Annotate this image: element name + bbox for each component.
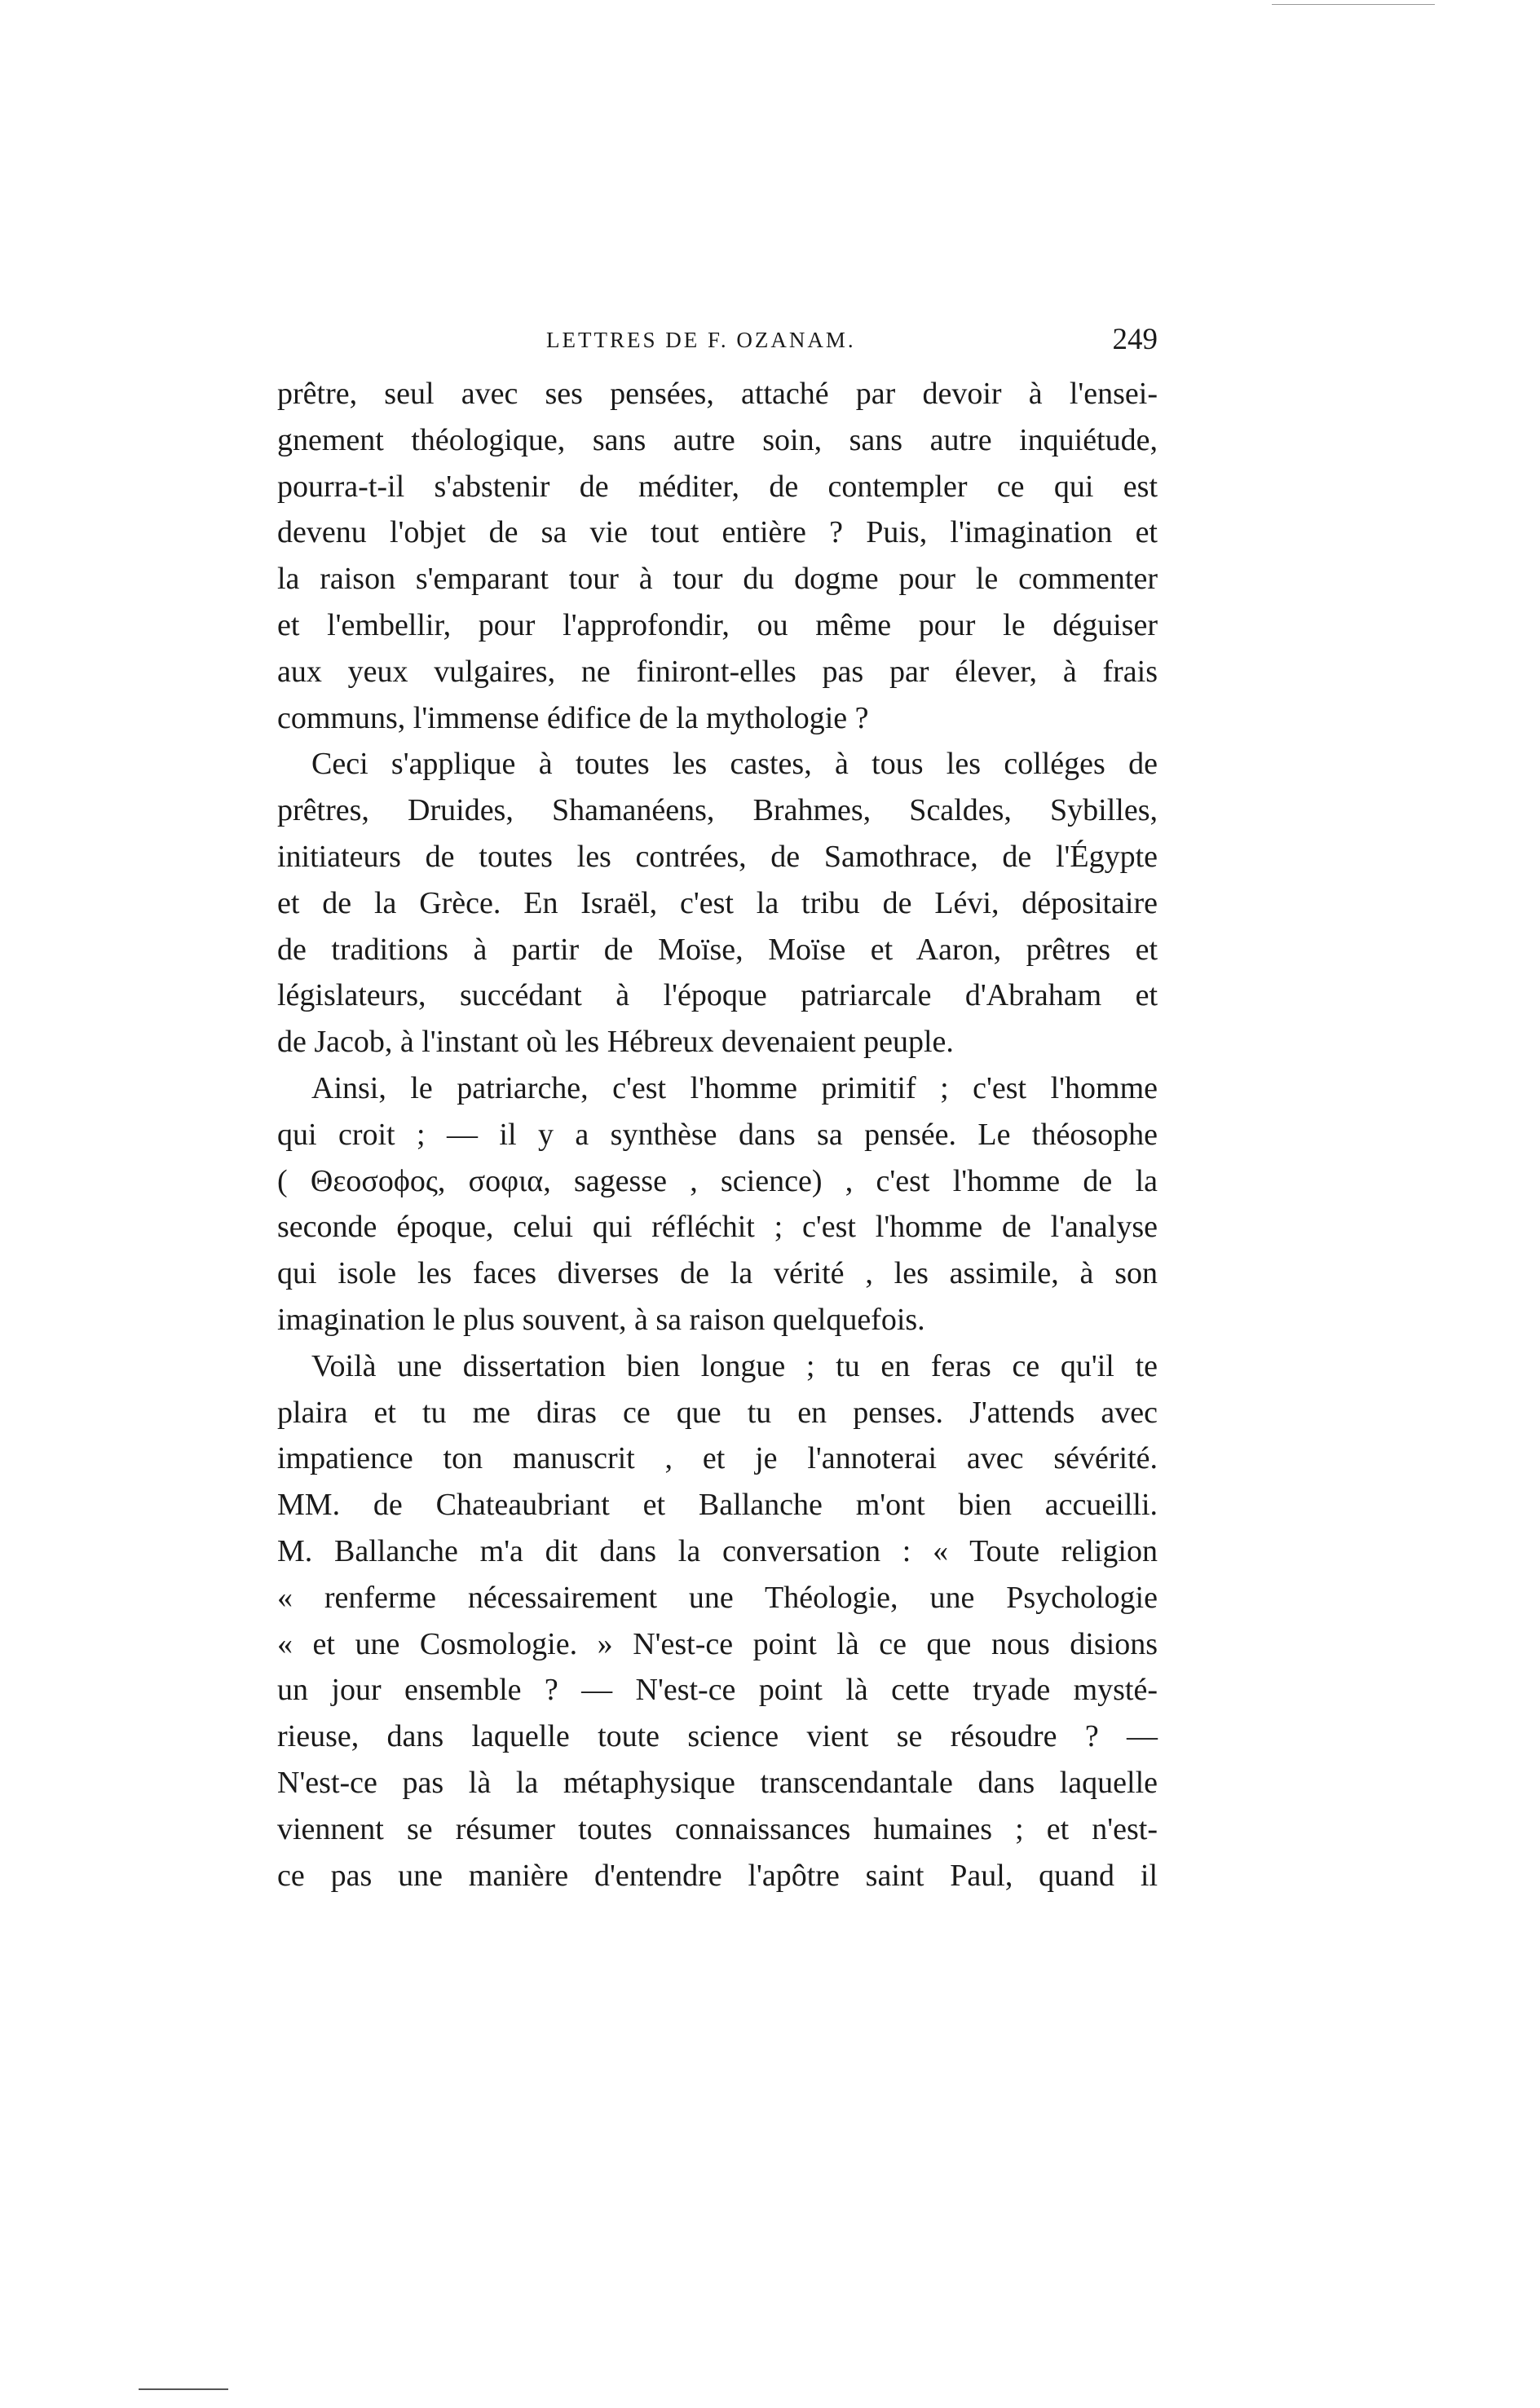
text-line: MM. de Chateaubriant et Ballanche m'ont bien accueilli. bbox=[277, 1488, 1158, 1523]
text-line: « et une Cosmologie. » N'est-ce point là ce que nous disions bbox=[277, 1626, 1158, 1661]
text-line: initiateurs de toutes les contrées, de Samothrace, de l'Égypte bbox=[277, 839, 1158, 874]
text-line: devenu l'objet de sa vie tout entière ? Puis, l'imagination et bbox=[277, 515, 1158, 550]
text-line: Voilà une dissertation bien longue ; tu en feras ce qu'il te bbox=[311, 1348, 1158, 1383]
paragraph bbox=[277, 1065, 1158, 1343]
text-line: un jour ensemble ? — N'est-ce point là cette tryade mysté- bbox=[277, 1673, 1158, 1708]
running-head bbox=[277, 320, 1158, 360]
text-line: Ceci s'applique à toutes les castes, à tous les colléges de bbox=[311, 747, 1158, 782]
text-line: impatience ton manuscrit , et je l'annoterai avec sévérité. bbox=[277, 1441, 1158, 1476]
text-line: ( Θεοσοϕος, σοφια, sagesse , science) , c'est l'homme de la bbox=[277, 1163, 1158, 1198]
paragraph bbox=[277, 371, 1158, 741]
text-line: plaira et tu me diras ce que tu en penses. J'attends avec bbox=[277, 1395, 1158, 1430]
paragraph bbox=[277, 1343, 1158, 1899]
running-title: LETTRES DE F. OZANAM. bbox=[546, 328, 856, 352]
text-line: prêtres, Druides, Shamanéens, Brahmes, Scaldes, Sybilles, bbox=[277, 793, 1158, 828]
bottom-edge-mark bbox=[139, 2388, 228, 2390]
body-text bbox=[277, 371, 1158, 1899]
text-line: « renferme nécessairement une Théologie, une Psychologie bbox=[277, 1580, 1158, 1615]
page-number: 249 bbox=[1112, 323, 1158, 356]
text-line: Ainsi, le patriarche, c'est l'homme primitif ; c'est l'homme bbox=[311, 1070, 1158, 1105]
text-line: N'est-ce pas là la métaphysique transcendantale dans laquelle bbox=[277, 1765, 1158, 1800]
text-line: ce pas une manière d'entendre l'apôtre saint Paul, quand il bbox=[277, 1858, 1158, 1893]
text-line: et de la Grèce. En Israël, c'est la tribu de Lévi, dépositaire bbox=[277, 885, 1158, 920]
text-line: pourra-t-il s'abstenir de méditer, de contempler ce qui est bbox=[277, 469, 1158, 504]
text-line: législateurs, succédant à l'époque patriarcale d'Abraham et bbox=[277, 978, 1158, 1013]
text-line: qui croit ; — il y a synthèse dans sa pensée. Le théosophe bbox=[277, 1117, 1158, 1152]
text-line: de Jacob, à l'instant où les Hébreux devenaient peuple. bbox=[277, 1025, 954, 1060]
paragraph bbox=[277, 741, 1158, 1065]
text-line: communs, l'immense édifice de la mythologie ? bbox=[277, 700, 869, 735]
text-line: prêtre, seul avec ses pensées, attaché par devoir à l'ensei- bbox=[277, 377, 1158, 411]
top-edge-mark bbox=[1272, 4, 1435, 5]
text-line: seconde époque, celui qui réfléchit ; c'est l'homme de l'analyse bbox=[277, 1210, 1158, 1245]
text-line: aux yeux vulgaires, ne finiront-elles pas par élever, à frais bbox=[277, 654, 1158, 689]
text-line: et l'embellir, pour l'approfondir, ou même pour le déguiser bbox=[277, 607, 1158, 642]
text-line: la raison s'emparant tour à tour du dogme pour le commenter bbox=[277, 562, 1158, 597]
text-line: gnement théologique, sans autre soin, sans autre inquiétude, bbox=[277, 422, 1158, 457]
text-line: imagination le plus souvent, à sa raison quelquefois. bbox=[277, 1302, 925, 1337]
text-line: viennent se résumer toutes connaissances humaines ; et n'est- bbox=[277, 1811, 1158, 1846]
text-line: M. Ballanche m'a dit dans la conversation : « Toute religion bbox=[277, 1533, 1158, 1568]
text-line: rieuse, dans laquelle toute science vient se résoudre ? — bbox=[277, 1719, 1158, 1754]
text-line: qui isole les faces diverses de la vérité , les assimile, à son bbox=[277, 1256, 1158, 1291]
text-line: de traditions à partir de Moïse, Moïse et Aaron, prêtres et bbox=[277, 932, 1158, 967]
